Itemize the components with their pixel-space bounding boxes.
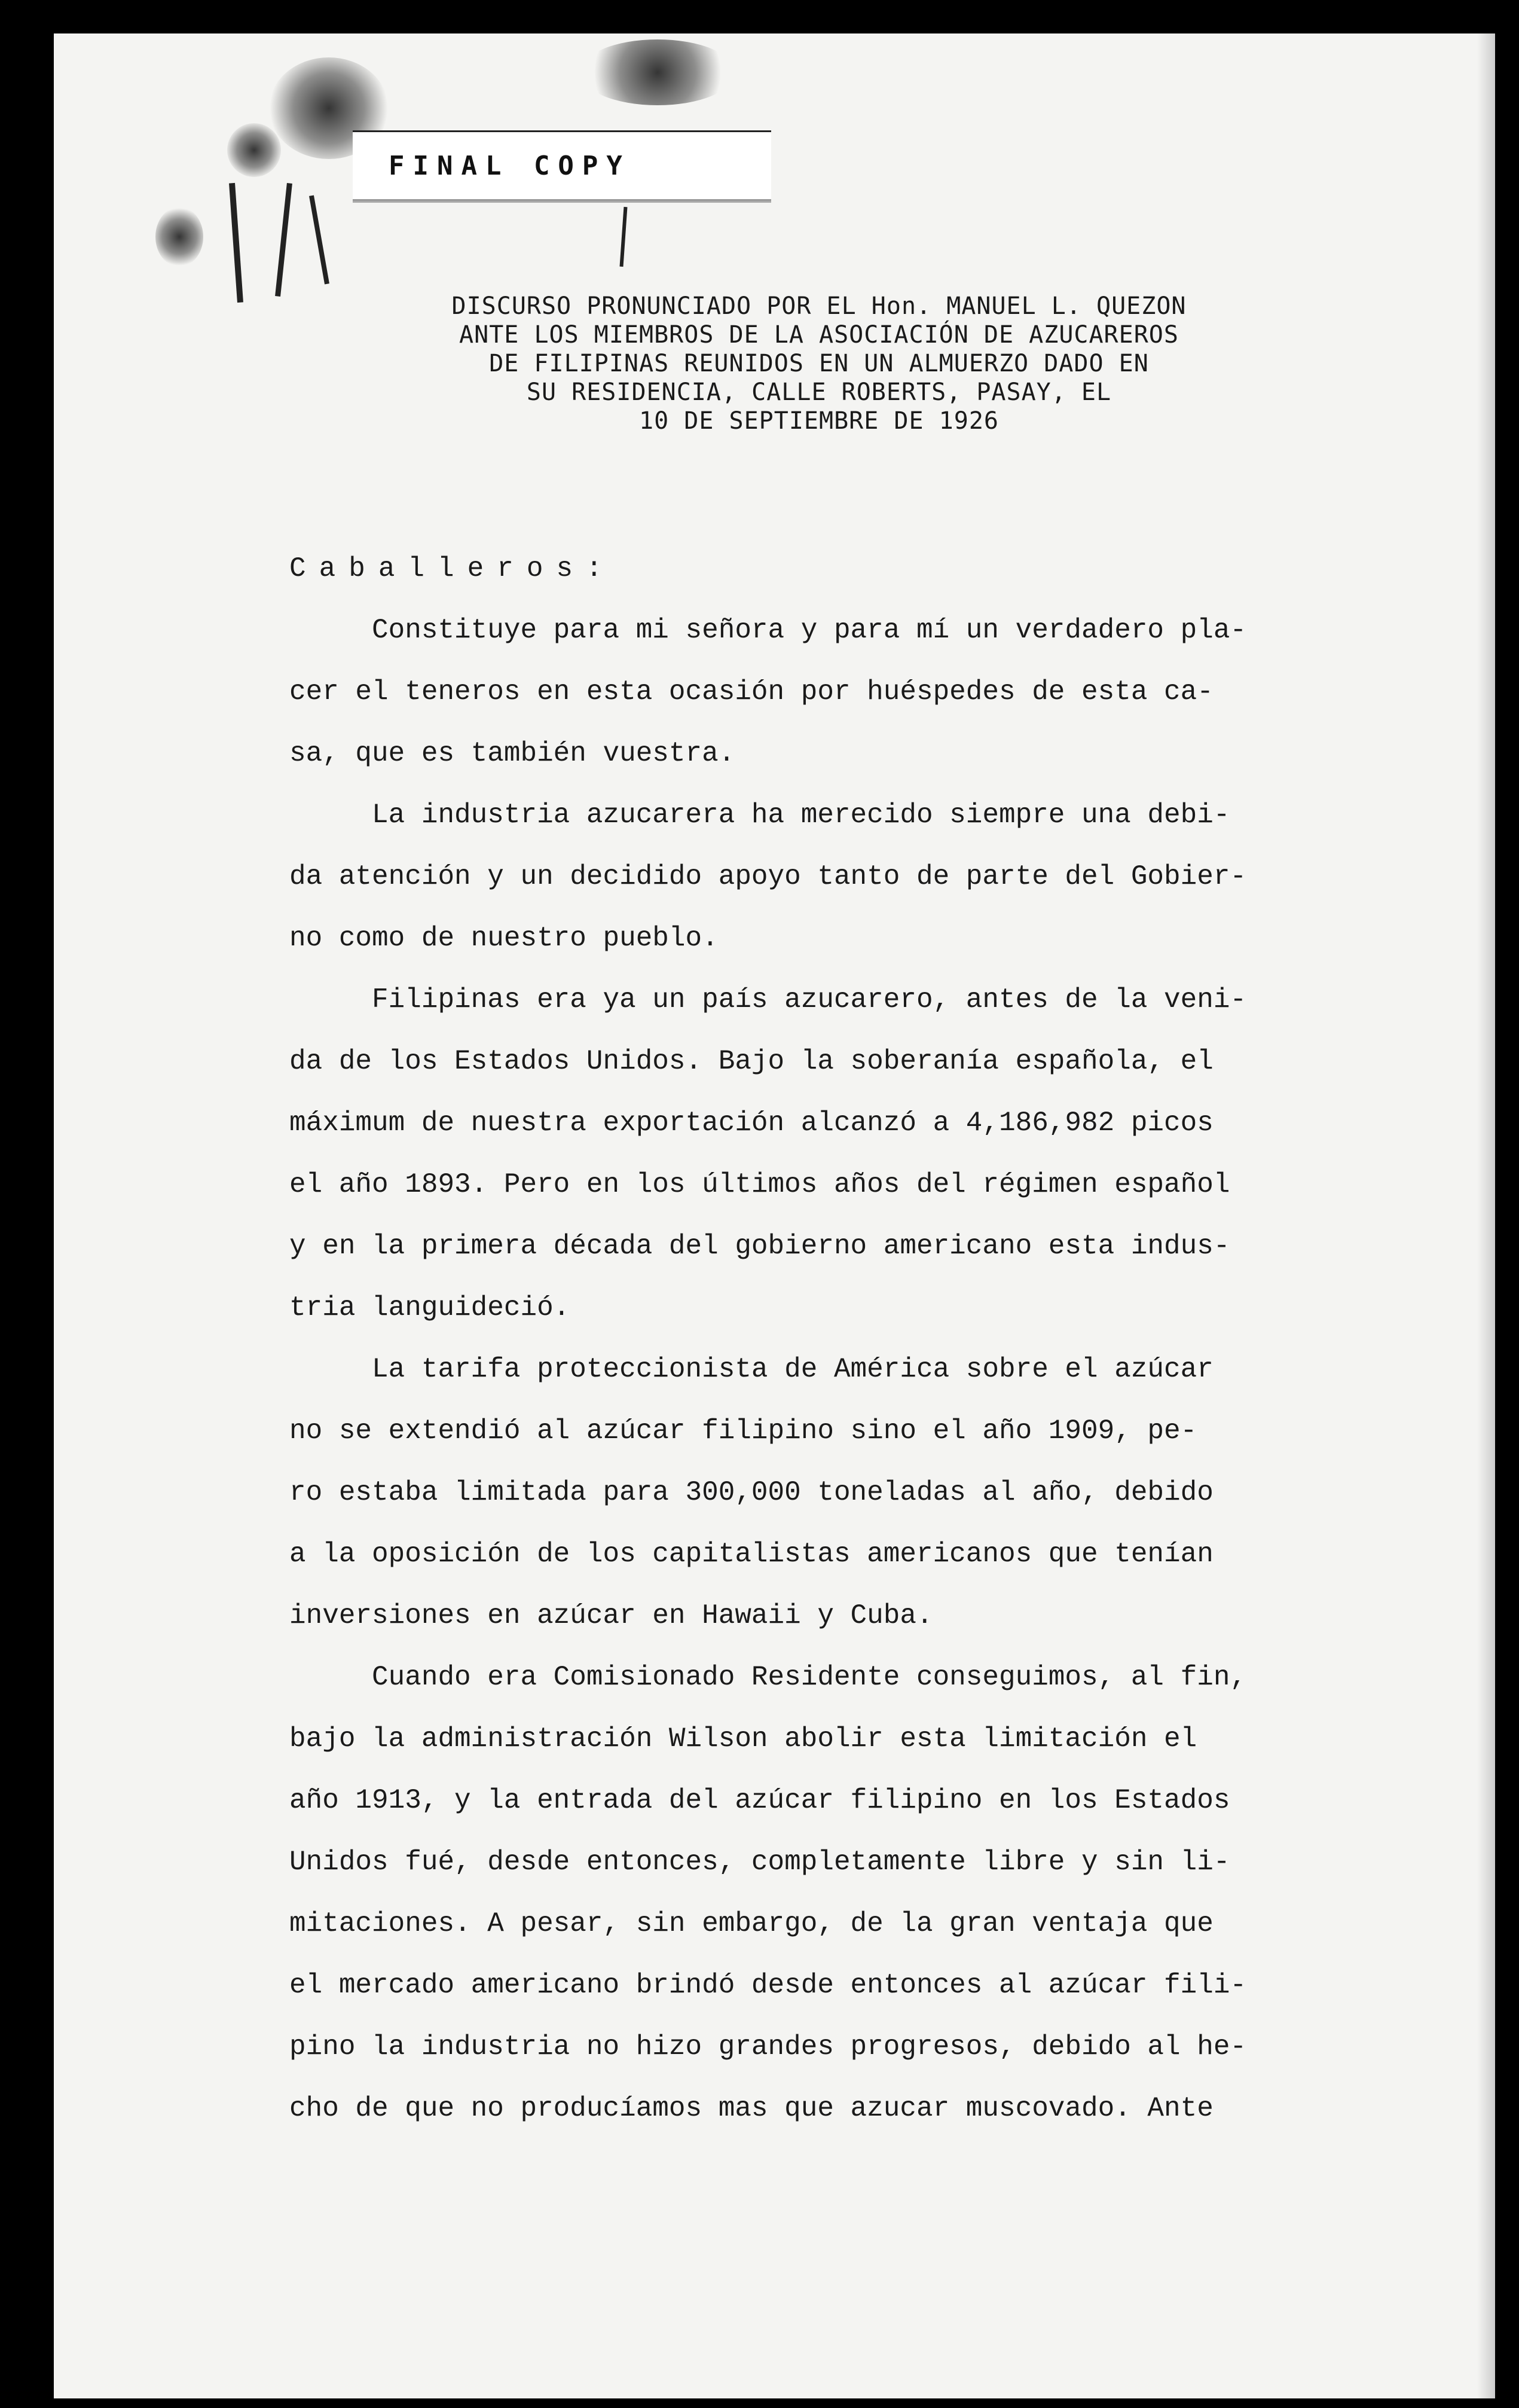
heading-line: ANTE LOS MIEMBROS DE LA ASOCIACIÓN DE AZUCAREROS xyxy=(459,321,1179,349)
body-line: ro estaba limitada para 300,000 toneladas al año, debido xyxy=(289,1477,1214,1508)
speech-heading xyxy=(335,292,1303,435)
heading-line: DE FILIPINAS REUNIDOS EN UN ALMUERZO DADO EN xyxy=(489,350,1149,377)
final-copy-stamp: FINAL COPY xyxy=(353,130,771,201)
body-line: Unidos fué, desde entonces, completamente libre y sin li- xyxy=(289,1847,1230,1878)
heading-line: 10 DE SEPTIEMBRE DE 1926 xyxy=(639,407,999,435)
body-line: Cuando era Comisionado Residente conseguimos, al fin, xyxy=(289,1662,1247,1693)
ink-stain xyxy=(155,207,203,267)
body-line: el mercado americano brindó desde entonces al azúcar fili- xyxy=(289,1970,1247,2001)
body-line: da de los Estados Unidos. Bajo la soberanía española, el xyxy=(289,1046,1214,1077)
ink-stain xyxy=(227,123,281,177)
body-line: bajo la administración Wilson abolir esta limitación el xyxy=(289,1723,1197,1754)
body-line: pino la industria no hizo grandes progresos, debido al he- xyxy=(289,2031,1247,2062)
body-line: mitaciones. A pesar, sin embargo, de la gran ventaja que xyxy=(289,1908,1214,1939)
body-line: sa, que es también vuestra. xyxy=(289,738,735,769)
body-line: cho de que no producíamos mas que azucar muscovado. Ante xyxy=(289,2093,1214,2124)
body-line: La industria azucarera ha merecido siempre una debi- xyxy=(289,799,1230,831)
body-line: el año 1893. Pero en los últimos años del régimen español xyxy=(289,1169,1230,1200)
heading-line: DISCURSO PRONUNCIADO POR EL Hon. MANUEL L. QUEZON xyxy=(451,292,1187,320)
heading-line: SU RESIDENCIA, CALLE ROBERTS, PASAY, EL xyxy=(526,379,1112,406)
body-line: inversiones en azúcar en Hawaii y Cuba. xyxy=(289,1600,933,1631)
ink-stain xyxy=(580,39,735,105)
body-line: no se extendió al azúcar filipino sino el año 1909, pe- xyxy=(289,1415,1197,1446)
body-line: La tarifa proteccionista de América sobre el azúcar xyxy=(289,1354,1214,1385)
body-line: año 1913, y la entrada del azúcar filipino en los Estados xyxy=(289,1785,1230,1816)
ink-stroke xyxy=(309,195,329,284)
body-line: a la oposición de los capitalistas americanos que tenían xyxy=(289,1539,1214,1570)
ink-stroke xyxy=(275,183,292,297)
ink-stroke xyxy=(620,207,628,267)
body-line: da atención y un decidido apoyo tanto de parte del Gobier- xyxy=(289,861,1247,892)
ink-stroke xyxy=(229,183,243,303)
speech-body xyxy=(289,538,1353,2140)
page-edge xyxy=(1477,33,1495,2398)
body-line: y en la primera década del gobierno americano esta indus- xyxy=(289,1231,1230,1262)
body-line: Constituye para mi señora y para mí un verdadero pla- xyxy=(289,615,1247,646)
body-line: cer el teneros en esta ocasión por huéspedes de esta ca- xyxy=(289,676,1214,707)
body-line: Filipinas era ya un país azucarero, antes de la veni- xyxy=(289,984,1247,1015)
body-line: no como de nuestro pueblo. xyxy=(289,923,719,954)
body-line: máximum de nuestra exportación alcanzó a 4,186,982 picos xyxy=(289,1107,1214,1139)
body-line: tria languideció. xyxy=(289,1292,570,1323)
salutation: Caballeros: xyxy=(289,553,616,584)
